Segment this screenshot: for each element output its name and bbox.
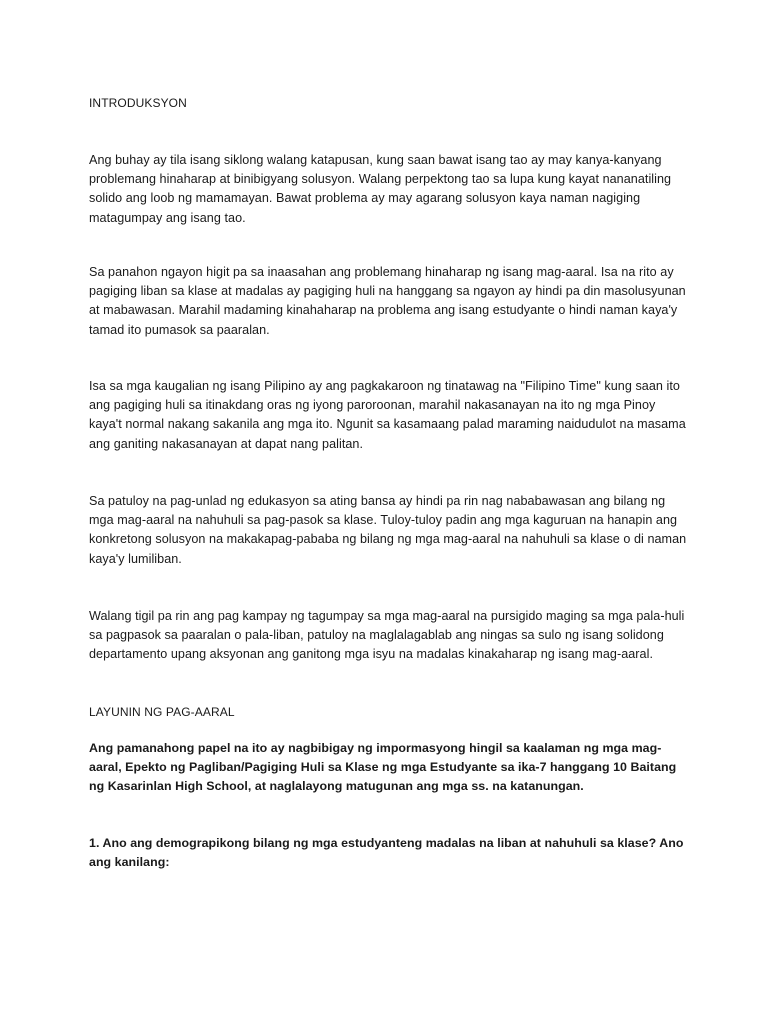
- section-heading-layunin: LAYUNIN NG PAG-AARAL: [89, 705, 235, 719]
- intro-paragraph-5: Walang tigil pa rin ang pag kampay ng tagumpay sa mga mag-aaral na pursigido maging sa mga pala-huli sa pagpasok sa paaralan o pala-liban, patuloy na maglalagablab ang ningas sa sulo ng isang solidong departamento upang aksyonan ang ganitong mga isyu na madalas kinakaharap ng isang mag-aaral.: [89, 609, 685, 662]
- intro-paragraph-4: Sa patuloy na pag-unlad ng edukasyon sa ating bansa ay hindi pa rin nag nababawasan ang bilang ng mga mag-aaral na nahuhuli sa pag-pasok sa klase. Tuloy-tuloy padin ang mga kaguruan na hanapin ang konkretong solusyon na makakapag-pababa ng bilang ng mga mag-aaral na nahuhuli sa klase o di naman kaya'y lumiliban.: [89, 494, 687, 566]
- layunin-paragraph: Ang pamanahong papel na ito ay nagbibigay ng impormasyong hingil sa kaalaman ng mga mag-aaral, Epekto ng Pagliban/Pagiging Huli sa Klase ng mga Estudyante sa ika-7 hanggang 10 Baitang ng Kasarinlan High School, at naglalayong matugunan ang mga ss. na katanungan.: [89, 741, 677, 794]
- intro-paragraph-1: Ang buhay ay tila isang siklong walang katapusan, kung saan bawat isang tao ay may kanya-kanyang problemang hinaharap at binibigyang solusyon. Walang perpektong tao sa lupa kung kayat nananatiling solido ang loob ng mamamayan. Bawat problema ay may agarang solusyon kaya naman nagiging matagumpay ang isang tao.: [89, 153, 672, 225]
- intro-paragraph-2: Sa panahon ngayon higit pa sa inaasahan ang problemang hinaharap ng isang mag-aaral. Isa na rito ay pagiging liban sa klase at madalas ay pagiging huli na hanggang sa ngayon ay hindi pa din masolusyunan at mabawasan. Marahil madaming kinahaharap na problema ang isang estudyante o hindi naman kaya'y tamad ito pumasok sa paaralan.: [89, 265, 686, 337]
- research-question-1: 1. Ano ang demograpikong bilang ng mga estudyanteng madalas na liban at nahuhuli sa klase? Ano ang kanilang:: [89, 836, 684, 870]
- intro-paragraph-3: Isa sa mga kaugalian ng isang Pilipino ay ang pagkakaroon ng tinatawag na "Filipino Time" kung saan ito ang pagiging huli sa itinakdang oras ng iyong paroroonan, marahil nakasanayan na ito ng mga Pinoy kaya't normal nakang sakanila ang mga ito. Ngunit sa kasamaang palad maraming naidudulot na masama ang ganiting nakasanayan at dapat nang palitan.: [89, 379, 686, 451]
- section-heading-introduksyon: INTRODUKSYON: [89, 96, 187, 110]
